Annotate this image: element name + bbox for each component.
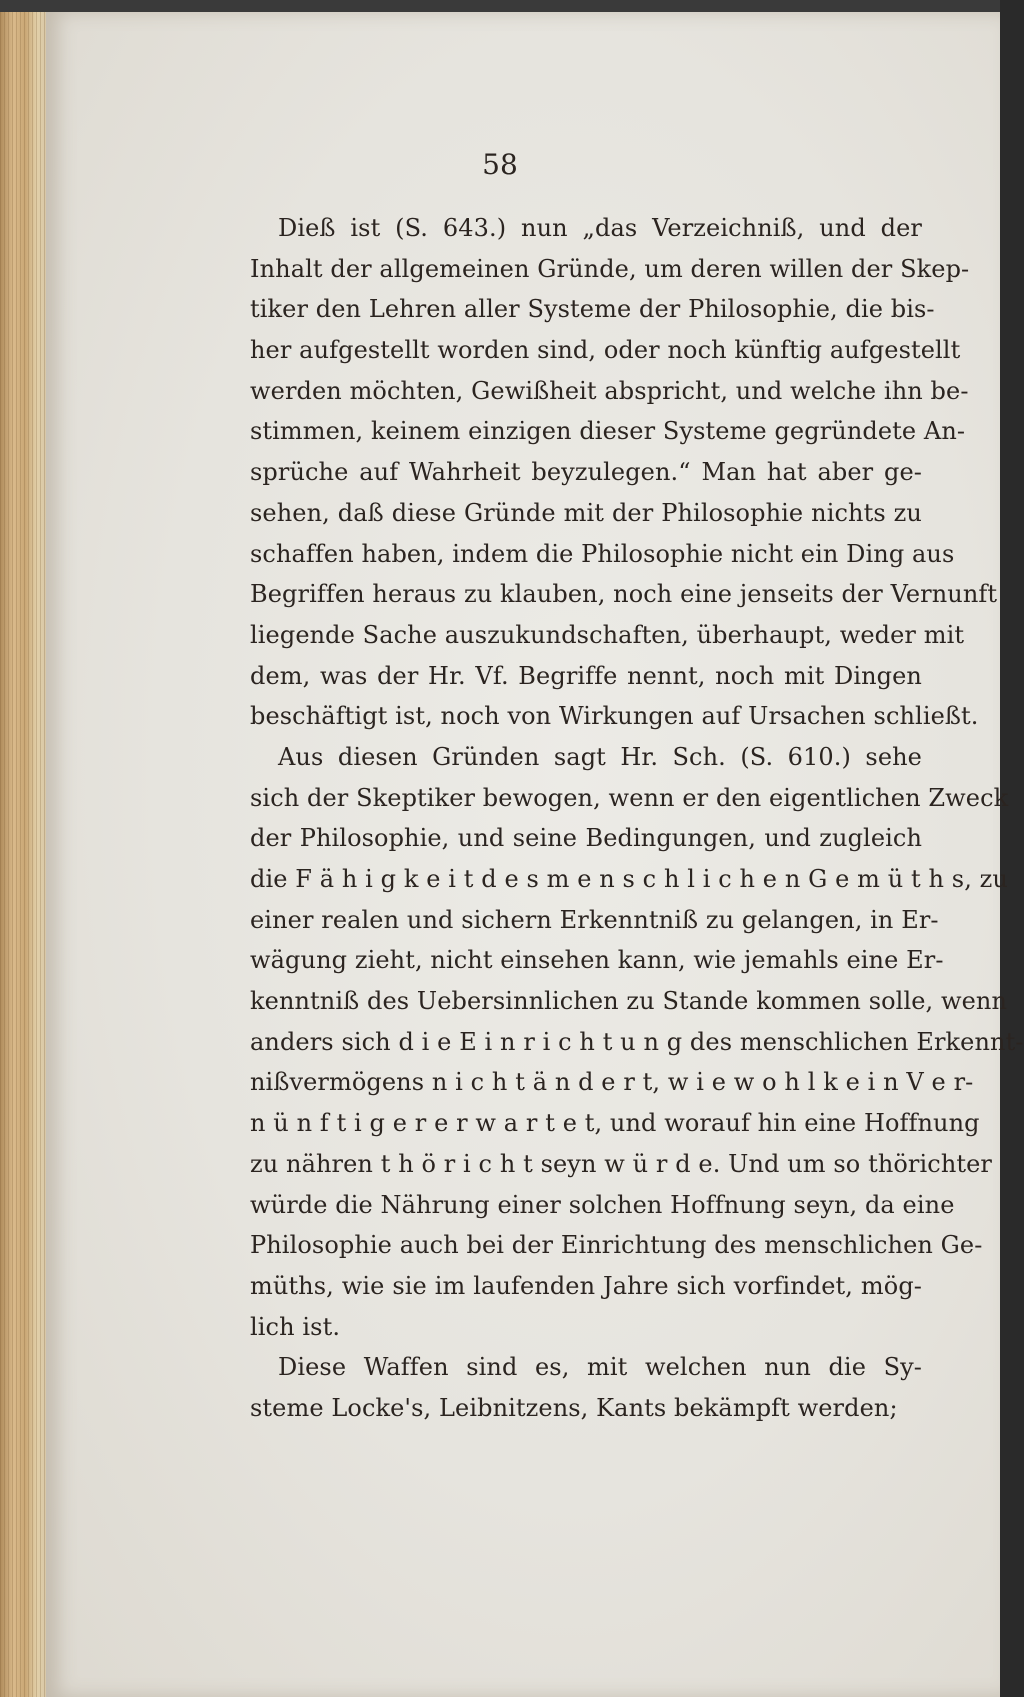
text-line: beschäftigt ist, noch von Wirkungen auf Ursachen schließt. xyxy=(250,702,979,731)
text-line: her aufgestellt worden sind, oder noch künftig aufgestellt xyxy=(250,336,961,365)
text-line: liegende Sache auszukundschaften, überhaupt, weder mit xyxy=(250,620,965,649)
text-line: n ü n f t i g e r e r w a r t e t, und worauf hin eine Hoffnung xyxy=(250,1109,980,1138)
text-line: werden möchten, Gewißheit abspricht, und welche ihn be- xyxy=(250,376,969,405)
text-line: sprüche auf Wahrheit beyzulegen.“ Man hat aber ge- xyxy=(250,458,922,487)
text-line: Diese Waffen sind es, mit welchen nun die Sy- xyxy=(278,1353,922,1382)
body-text xyxy=(250,208,1024,1429)
text-line: anders sich d i e E i n r i c h t u n g des menschlichen Erkennt- xyxy=(250,1027,1024,1056)
text-line: lich ist. xyxy=(250,1312,341,1341)
text-line: dem, was der Hr. Vf. Begriffe nennt, noch mit Dingen xyxy=(250,661,922,690)
text-line: die F ä h i g k e i t d e s m e n s c h l i c h e n G e m ü t h s, zu xyxy=(250,865,1008,893)
text-line: steme Locke's, Leibnitzens, Kants bekämpft werden; xyxy=(250,1393,898,1422)
text-line: müths, wie sie im laufenden Jahre sich vorfindet, mög- xyxy=(250,1271,922,1300)
text-line: Inhalt der allgemeinen Gründe, um deren willen der Skep- xyxy=(250,254,970,283)
text-line: sich der Skeptiker bewogen, wenn er den eigentlichen Zweck xyxy=(250,783,1009,812)
text-line: sehen, daß diese Gründe mit der Philosophie nichts zu xyxy=(250,498,922,527)
book-page-edges xyxy=(0,12,46,1697)
text-line: würde die Nährung einer solchen Hoffnung seyn, da eine xyxy=(250,1190,955,1219)
text-line: tiker den Lehren aller Systeme der Philosophie, die bis- xyxy=(250,295,935,324)
text-line: zu nähren t h ö r i c h t seyn w ü r d e. Und um so thörichter xyxy=(250,1149,992,1178)
text-line: der Philosophie, und seine Bedingungen, und zugleich xyxy=(250,824,922,853)
text-line: stimmen, keinem einzigen dieser Systeme gegründete An- xyxy=(250,417,966,446)
text-line: einer realen und sichern Erkenntniß zu gelangen, in Er- xyxy=(250,905,939,934)
text-line: kenntniß des Uebersinnlichen zu Stande kommen solle, wenn xyxy=(250,987,1008,1016)
text-line: Begriffen heraus zu klauben, noch eine jenseits der Vernunft xyxy=(250,580,998,609)
text-line: Philosophie auch bei der Einrichtung des menschlichen Ge- xyxy=(250,1231,983,1260)
text-line: Aus diesen Gründen sagt Hr. Sch. (S. 610.) sehe xyxy=(278,742,922,771)
text-line: wägung zieht, nicht einsehen kann, wie jemahls eine Er- xyxy=(250,946,944,975)
text-line: schaffen haben, indem die Philosophie nicht ein Ding aus xyxy=(250,539,955,568)
text-line: nißvermögens n i c h t ä n d e r t, w i e w o h l k e i n V e r- xyxy=(250,1068,974,1097)
text-line: Dieß ist (S. 643.) nun „das Verzeichniß, und der xyxy=(278,214,922,242)
page-number: 58 xyxy=(482,148,518,181)
